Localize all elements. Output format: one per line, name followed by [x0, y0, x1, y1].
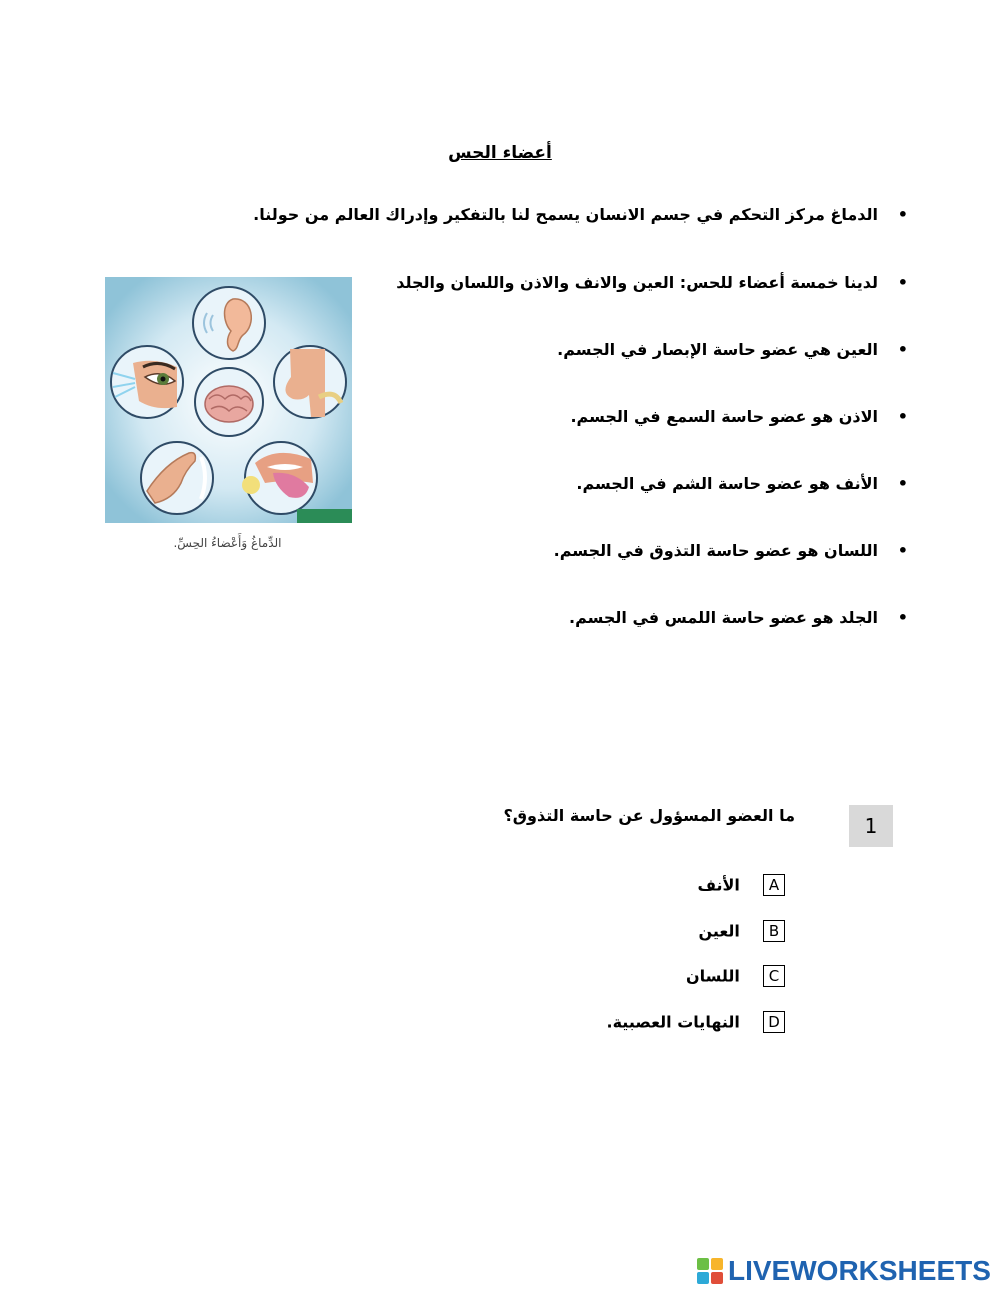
- option-a[interactable]: [697, 874, 785, 898]
- option-c[interactable]: [686, 965, 785, 989]
- logo-text: LIVEWORKSHEETS: [728, 1255, 991, 1286]
- page-title: أعضاء الحس: [448, 143, 552, 163]
- eye-icon: [111, 346, 183, 418]
- bullet-tongue: • اللسان هو عضو حاسة التذوق في الجسم.: [554, 541, 878, 560]
- liveworksheets-logo[interactable]: [697, 1256, 991, 1286]
- image-caption: الدِّماغُ وَأَعْضاءُ الحِسِّ.: [173, 536, 282, 550]
- logo-tile-3: [697, 1272, 709, 1284]
- bullet-five-senses: • لدينا خمسة أعضاء للحس: العين والانف والاذن واللسان والجلد: [396, 273, 878, 292]
- senses-illustration: [105, 277, 352, 523]
- option-a-box[interactable]: A: [763, 874, 785, 896]
- question-number: 1: [849, 805, 893, 847]
- option-d-text: النهايات العصبية.: [606, 1012, 740, 1032]
- finger-icon: [141, 442, 213, 514]
- logo-tile-2: [711, 1258, 723, 1270]
- bullet-ear: • الاذن هو عضو حاسة السمع في الجسم.: [570, 407, 878, 426]
- option-b[interactable]: [698, 920, 785, 944]
- bullet-eye: • العين هي عضو حاسة الإبصار في الجسم.: [557, 340, 878, 359]
- logo-tiles-icon: [697, 1258, 723, 1284]
- brain-icon: [195, 368, 263, 436]
- option-b-box[interactable]: B: [763, 920, 785, 942]
- option-d-box[interactable]: D: [763, 1011, 785, 1033]
- senses-illustration-svg: [105, 277, 352, 523]
- bullet-brain: • الدماغ مركز التحكم في جسم الانسان يسمح لنا بالتفكير وإدراك العالم من حولنا.: [253, 205, 878, 224]
- option-c-text: اللسان: [685, 966, 740, 986]
- bullet-nose: • الأنف هو عضو حاسة الشم في الجسم.: [576, 474, 878, 493]
- logo-tile-1: [697, 1258, 709, 1270]
- bullet-skin: • الجلد هو عضو حاسة اللمس في الجسم.: [569, 608, 878, 627]
- option-c-box[interactable]: C: [763, 965, 785, 987]
- option-d[interactable]: [607, 1011, 785, 1035]
- logo-tile-4: [711, 1272, 723, 1284]
- ear-icon: [193, 287, 265, 359]
- nose-icon: [274, 346, 346, 418]
- publisher-badge: [297, 509, 352, 523]
- option-b-text: العين: [698, 921, 740, 941]
- option-a-text: الأنف: [697, 875, 740, 895]
- question-text: ما العضو المسؤول عن حاسة التذوق؟: [503, 806, 795, 825]
